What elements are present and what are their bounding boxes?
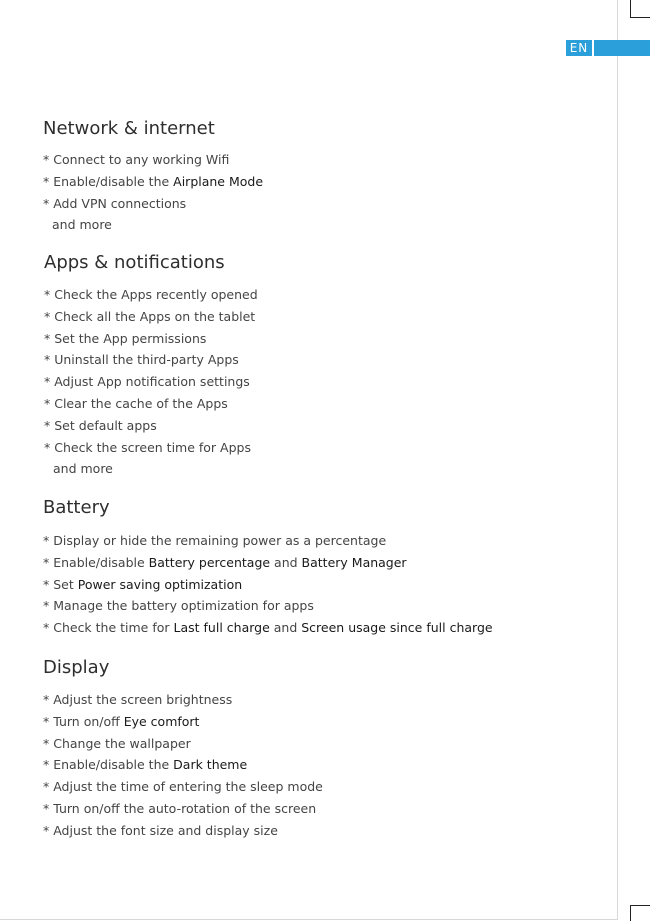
- item-text: * Adjust the font size and display size: [43, 822, 278, 838]
- emphasized-term: Battery Manager: [301, 554, 407, 570]
- list-item: [44, 349, 258, 371]
- item-text: and: [269, 620, 302, 636]
- crop-mark-bottom-right-vertical: [630, 905, 631, 921]
- list-item: [44, 306, 258, 328]
- feature-list: [43, 689, 323, 842]
- emphasized-term: Eye comfort: [123, 713, 200, 729]
- list-item: [43, 820, 323, 842]
- list-item-more: [44, 458, 258, 480]
- item-text: * Check the time for: [43, 620, 174, 636]
- item-text: * Check all the Apps on the tablet: [44, 308, 256, 324]
- list-item: [43, 776, 323, 798]
- list-item: [43, 711, 323, 733]
- feature-list: [44, 284, 258, 480]
- item-text: * Enable/disable: [43, 554, 149, 570]
- section-title: Display: [43, 657, 110, 678]
- item-text: * Clear the cache of the Apps: [44, 395, 228, 411]
- emphasized-term: Battery percentage: [148, 554, 271, 570]
- item-text: * Turn on/off: [43, 713, 124, 729]
- list-item: [43, 733, 323, 755]
- item-text: * Connect to any working Wifi: [43, 152, 230, 167]
- item-text: * Set: [43, 576, 78, 592]
- list-item: [43, 530, 493, 552]
- item-text: * Uninstall the third-party Apps: [44, 352, 239, 368]
- feature-list: [43, 149, 263, 236]
- list-item: [43, 193, 263, 215]
- list-item: [43, 798, 323, 820]
- item-text: * Enable/disable the: [43, 757, 174, 773]
- list-item: [44, 328, 258, 350]
- list-item: [44, 437, 258, 459]
- list-item: [43, 574, 493, 596]
- list-item: [44, 284, 258, 306]
- list-item: [43, 617, 493, 639]
- emphasized-term: Airplane Mode: [173, 173, 264, 189]
- list-item: [43, 754, 323, 776]
- item-text: * Check the screen time for Apps: [44, 439, 251, 455]
- item-text: * Display or hide the remaining power as a percentage: [43, 533, 387, 548]
- item-text: * Enable/disable the: [43, 173, 174, 189]
- list-item: [43, 689, 323, 711]
- section-title: Battery: [43, 497, 110, 518]
- and-more-text: and more: [53, 461, 113, 477]
- list-item: [44, 393, 258, 415]
- section-display: [43, 657, 323, 842]
- item-text: * Manage the battery optimization for apps: [43, 598, 314, 614]
- list-item: [43, 552, 493, 574]
- section-network-internet: [43, 118, 263, 236]
- emphasized-term: Screen usage since full charge: [301, 620, 493, 636]
- item-text: * Adjust App notification settings: [44, 374, 250, 390]
- list-item-more: [43, 214, 263, 236]
- item-text: * Adjust the time of entering the sleep mode: [43, 779, 323, 795]
- item-text: * Add VPN connections: [43, 195, 187, 211]
- list-item: [44, 371, 258, 393]
- section-apps-notifications: [44, 252, 258, 480]
- section-title: Network & internet: [43, 118, 215, 139]
- list-item: [43, 171, 263, 193]
- emphasized-term: Last full charge: [173, 620, 270, 636]
- section-battery: [43, 497, 493, 639]
- language-label: EN: [566, 40, 592, 56]
- list-item: [43, 595, 493, 617]
- item-text: * Change the wallpaper: [43, 735, 191, 751]
- crop-mark-bottom-right-horizontal: [630, 905, 650, 906]
- crop-mark-top-right-vertical: [630, 0, 631, 17]
- list-item: [44, 415, 258, 437]
- item-text: * Turn on/off the auto-rotation of the screen: [43, 800, 317, 816]
- item-text: * Set default apps: [44, 417, 157, 433]
- emphasized-term: Power saving optimization: [77, 576, 243, 592]
- item-text: * Adjust the screen brightness: [43, 692, 233, 707]
- crop-mark-top-right-horizontal: [630, 17, 650, 18]
- item-text: * Check the Apps recently opened: [44, 287, 258, 302]
- list-item: [43, 149, 263, 171]
- emphasized-term: Dark theme: [173, 757, 248, 773]
- feature-list: [43, 530, 493, 639]
- language-tab-bar: [594, 40, 650, 56]
- section-title: Apps & notifications: [44, 252, 225, 273]
- and-more-text: and more: [52, 217, 112, 233]
- item-text: * Set the App permissions: [44, 330, 207, 346]
- language-tab: [566, 40, 650, 56]
- item-text: and: [270, 554, 302, 570]
